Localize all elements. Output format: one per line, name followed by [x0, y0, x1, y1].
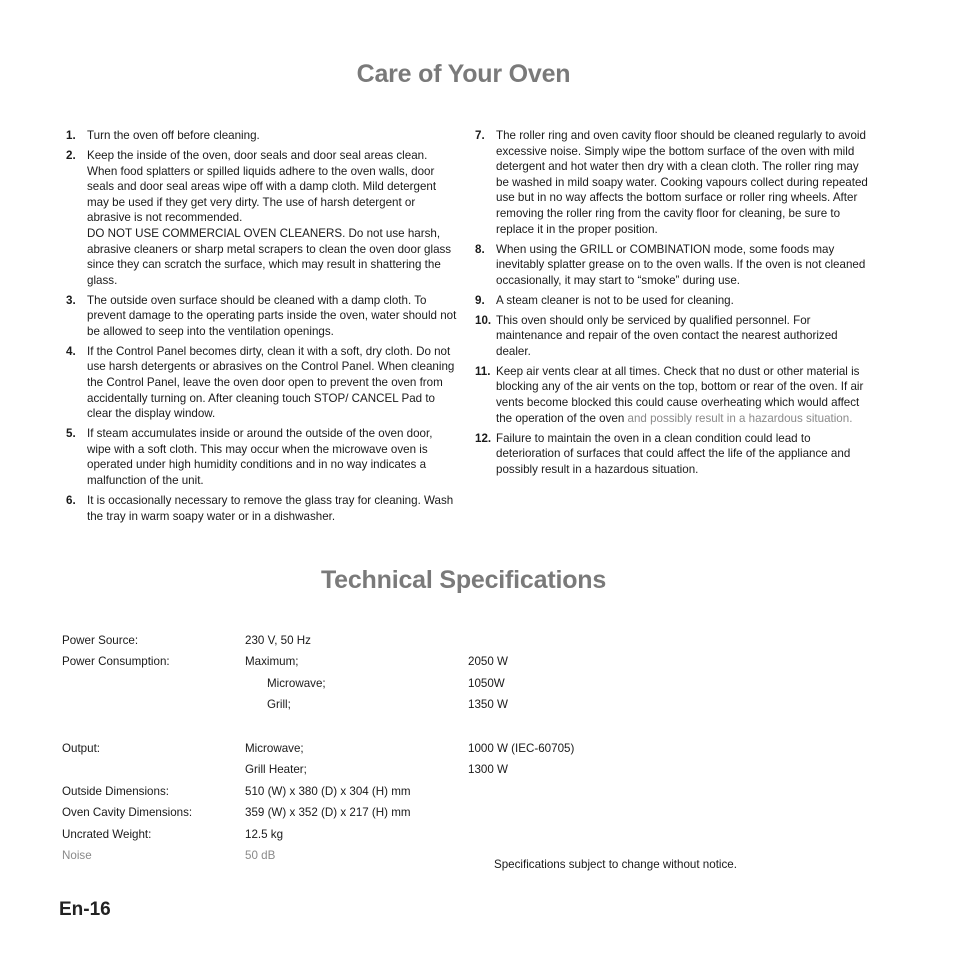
list-item: [66, 426, 458, 488]
item-number: 6.: [66, 494, 76, 508]
list-item: [475, 242, 868, 289]
care-title: Care of Your Oven: [356, 60, 571, 88]
spec-value: 359 (W) x 352 (D) x 217 (H) mm: [245, 806, 411, 819]
spec-amount: 1300 W: [468, 763, 508, 776]
spec-label: Output:: [62, 742, 101, 755]
specs-note: Specifications subject to change without notice.: [494, 858, 737, 871]
item-warning-text: DO NOT USE COMMERCIAL OVEN CLEANERS. Do not use harsh, abrasive cleaners or sharp metal scrapers to clean the oven door glass since they can scratch the surface, which may result in shattering the glass.: [87, 226, 452, 287]
care-list-left: [66, 128, 458, 529]
list-item: [66, 148, 458, 288]
item-text: The outside oven surface should be cleaned with a damp cloth. To prevent damage to the operating parts inside the oven, water should not be allowed to seep into the ventilation openings.: [87, 293, 457, 338]
item-text: If the Control Panel becomes dirty, clean it with a soft, dry cloth. Do not use harsh detergents or abrasives on the Control Panel. When cleaning the Control Panel, leave the oven door open to prevent the oven from accidentally turning on. After cleaning touch STOP/ CANCEL Pad to clear the display window.: [87, 344, 455, 421]
specs-title: Technical Specifications: [320, 566, 607, 594]
item-text-faded: and possibly result in a hazardous situation.: [624, 411, 853, 425]
spec-label: Uncrated Weight:: [62, 828, 152, 841]
item-number: 2.: [66, 148, 76, 162]
spec-amount: 1000 W (IEC-60705): [468, 742, 575, 755]
spec-amount: 2050 W: [468, 655, 508, 668]
item-number: 8.: [475, 242, 485, 256]
spec-label: Power Source:: [62, 634, 139, 647]
spec-amount: 1050W: [468, 677, 505, 690]
spec-value: 510 (W) x 380 (D) x 304 (H) mm: [245, 785, 411, 798]
spec-value: 12.5 kg: [245, 828, 284, 841]
spec-value: Microwave;: [245, 742, 304, 755]
item-text: Keep the inside of the oven, door seals and door seal areas clean. When food splatters or spilled liquids adhere to the oven walls, door seals and door seal areas wipe off with a damp cloth. Mild detergent may be used if they get very dirty. The use of harsh detergent or abrasive is not recommended.: [87, 148, 437, 225]
spec-label: Noise: [62, 849, 92, 862]
spec-value: Grill Heater;: [245, 763, 307, 776]
list-item: [66, 128, 458, 144]
spec-value: Microwave;: [267, 677, 326, 690]
list-item: [66, 493, 458, 524]
item-text: Turn the oven off before cleaning.: [87, 129, 260, 142]
spec-value: 230 V, 50 Hz: [245, 634, 311, 647]
item-number: 5.: [66, 427, 76, 441]
item-text: Keep air vents clear at all times. Check that no dust or other material is blocking any of the air vents on the top, bottom or rear of the oven. If air vents become blocked this could cause overheating which would affect the operation of the oven: [496, 364, 864, 425]
item-text: This oven should only be serviced by qualified personnel. For maintenance and repair of the oven contact the nearest authorized dealer.: [496, 313, 838, 358]
item-number: 11.: [475, 364, 491, 378]
item-text: A steam cleaner is not to be used for cleaning.: [496, 293, 734, 307]
item-text: The roller ring and oven cavity floor should be cleaned regularly to avoid excessive noise. Simply wipe the bottom surface of the oven with mild detergent and hot water then dry with a clean cloth. The roller ring may be washed in mild soapy water. Cooking vapours collect during repeated use but in no way affects the bottom surface or roller ring wheels. After removing the roller ring from the cavity floor for cleaning, be sure to replace it in the proper position.: [496, 129, 868, 236]
item-text: When using the GRILL or COMBINATION mode, some foods may inevitably splatter grease on to the oven walls. If the oven is not cleaned occasionally, it may start to “smoke” during use.: [496, 242, 866, 287]
item-text: If steam accumulates inside or around the outside of the oven door, wipe with a soft cloth. This may occur when the microwave oven is operated under high humidity conditions and in no way indicates a malfunction of the unit.: [87, 427, 433, 488]
list-item: [66, 293, 458, 340]
spec-value: Grill;: [267, 698, 291, 711]
item-number: 3.: [66, 293, 76, 307]
page-number: En-16: [59, 899, 111, 920]
spec-amount: 1350 W: [468, 698, 508, 711]
spec-label: Oven Cavity Dimensions:: [62, 806, 193, 819]
list-item: [66, 344, 458, 422]
item-number: 12.: [475, 431, 492, 445]
list-item: [475, 431, 868, 478]
item-text: It is occasionally necessary to remove the glass tray for cleaning. Wash the tray in warm soapy water or in a dishwasher.: [87, 494, 454, 523]
list-item: [475, 364, 868, 426]
spec-value: Maximum;: [245, 655, 299, 668]
item-number: 10.: [475, 313, 492, 327]
care-list-right: [475, 128, 868, 482]
item-number: 9.: [475, 293, 485, 307]
spec-label: Outside Dimensions:: [62, 785, 169, 798]
list-item: [475, 293, 868, 309]
item-number: 7.: [475, 129, 485, 142]
item-number: 4.: [66, 344, 76, 358]
spec-value: 50 dB: [245, 849, 276, 862]
spec-label: Power Consumption:: [62, 655, 170, 668]
item-text: Failure to maintain the oven in a clean condition could lead to deterioration of surfaces that could affect the life of the appliance and possibly result in a hazardous situation.: [496, 431, 851, 476]
list-item: [475, 313, 868, 360]
list-item: [475, 128, 868, 237]
item-number: 1.: [66, 129, 76, 142]
